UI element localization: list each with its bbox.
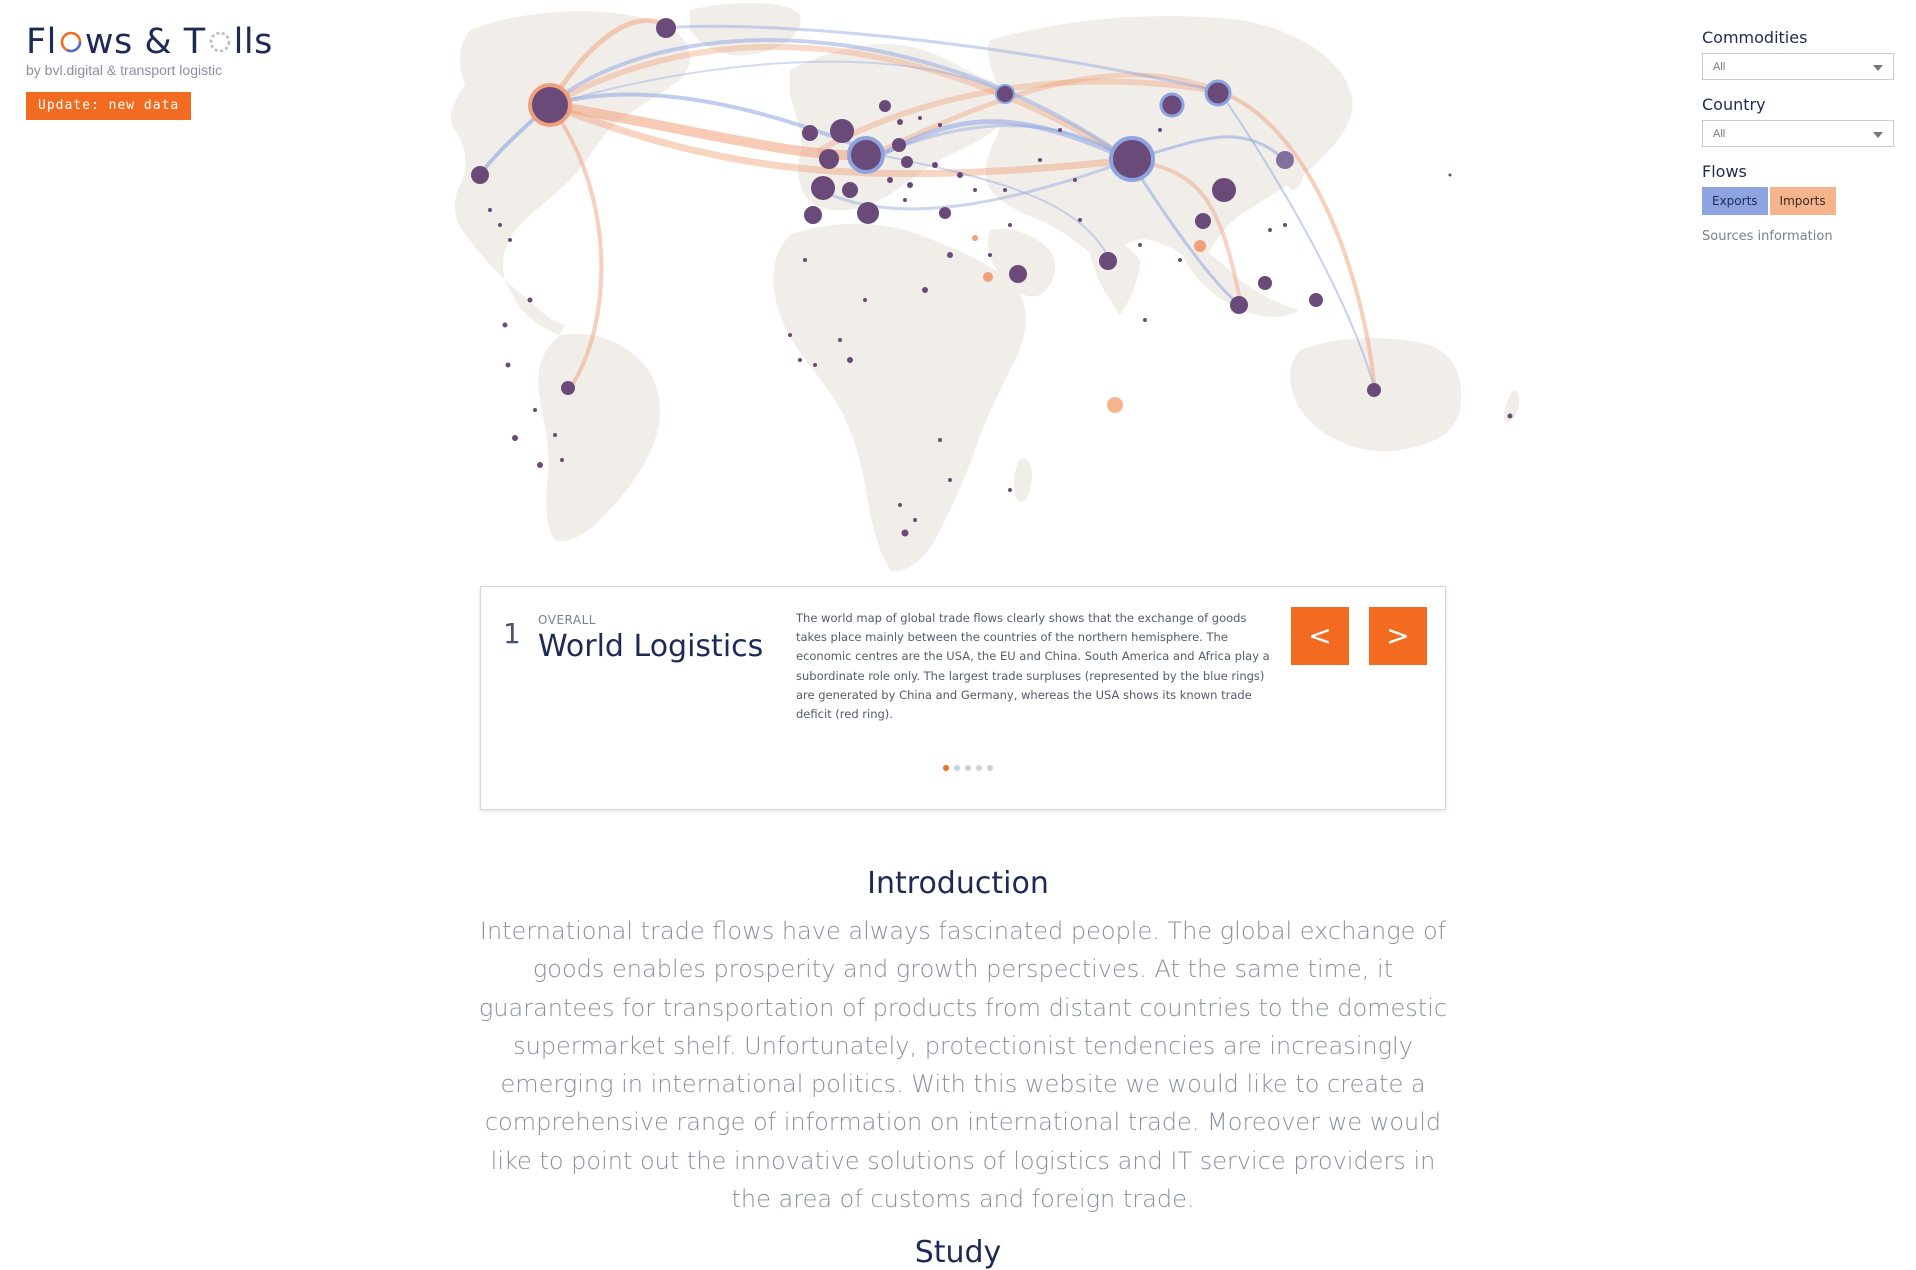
node-usa[interactable]: [530, 85, 570, 125]
commodities-label: Commodities: [1702, 28, 1808, 47]
node-mexico[interactable]: [471, 166, 489, 184]
node-netherlands[interactable]: [819, 149, 839, 169]
commodities-value: All: [1713, 61, 1726, 73]
slide-dot[interactable]: [965, 765, 971, 771]
introduction-heading: Introduction: [867, 866, 1049, 901]
node-israel[interactable]: [892, 138, 906, 152]
node-saudi[interactable]: [901, 156, 913, 168]
exports-button[interactable]: Exports: [1702, 187, 1768, 215]
node-spain[interactable]: [804, 206, 822, 224]
slide-title: World Logistics: [538, 629, 764, 664]
node-uae[interactable]: [1009, 265, 1027, 283]
node-canada[interactable]: [656, 18, 676, 38]
filter-panel: [1702, 28, 1902, 244]
flows-label: Flows: [1702, 162, 1747, 181]
land-south-america: [538, 334, 660, 542]
country-value: All: [1713, 128, 1726, 140]
slide-dot[interactable]: [954, 765, 960, 771]
slide-number: 1: [503, 617, 521, 650]
node-small: [983, 272, 993, 282]
previous-slide-button[interactable]: <: [1291, 607, 1349, 665]
node-png[interactable]: [1309, 293, 1323, 307]
node-poland[interactable]: [842, 182, 858, 198]
next-slide-button[interactable]: >: [1369, 607, 1427, 665]
node-france[interactable]: [811, 176, 835, 200]
node-kazakhstan[interactable]: [996, 85, 1014, 103]
node-hongkong[interactable]: [1212, 178, 1236, 202]
country-label: Country: [1702, 95, 1766, 114]
update-new-data-button[interactable]: Update: new data: [26, 92, 191, 120]
node-italy[interactable]: [857, 202, 879, 224]
node-korea[interactable]: [1161, 94, 1183, 116]
land-india: [1089, 239, 1140, 315]
chevron-down-icon: [1873, 65, 1883, 71]
study-heading: Study: [914, 1235, 1002, 1270]
chevron-down-icon: [1873, 132, 1883, 138]
node-china[interactable]: [1111, 138, 1153, 180]
node-sweden[interactable]: [879, 100, 891, 112]
country-select[interactable]: [1702, 120, 1894, 147]
commodities-select[interactable]: [1702, 53, 1894, 80]
node-japan[interactable]: [1276, 151, 1294, 169]
sources-information-link[interactable]: Sources information: [1702, 229, 1833, 244]
node-turkey[interactable]: [939, 207, 951, 219]
node-small: [1107, 397, 1123, 413]
dotted-o-icon: [207, 24, 233, 50]
slide-dots: [943, 765, 993, 771]
node-brazil[interactable]: [561, 381, 575, 395]
node-vietnam[interactable]: [1195, 213, 1211, 229]
slide-kicker: OVERALL: [538, 613, 596, 627]
world-trade-map[interactable]: [0, 0, 1916, 580]
node-norway[interactable]: [802, 125, 818, 141]
slide-dot[interactable]: [987, 765, 993, 771]
map-svg: [0, 0, 1916, 580]
land-north-america: [451, 11, 690, 280]
land-madagascar: [1014, 459, 1032, 502]
introduction-text: International trade flows have always fascinated people. The global exchange of goods enables prosperity and growth perspectives. At the same time, it guarantees for transportation of products from distant countries to the domestic supermarket shelf. Unfortunately, protectionist tendencies are increasingly emerging in international politics. With this website we would like to create a comprehensive range of information on international trade. Moreover we would like to point out the innovative solutions of logistics and IT service providers in the area of customs and foreign trade.: [478, 917, 1448, 1214]
node-philippines[interactable]: [1258, 276, 1272, 290]
node-uk[interactable]: [830, 119, 854, 143]
ring-o-icon: [58, 24, 84, 50]
node-russia[interactable]: [1206, 81, 1230, 105]
node-indonesia[interactable]: [1230, 296, 1248, 314]
flow-toggle-group: [1702, 187, 1902, 215]
logo[interactable]: [26, 22, 273, 78]
node-australia[interactable]: [1367, 383, 1381, 397]
node-small: [1194, 240, 1206, 252]
node-germany[interactable]: [849, 138, 883, 172]
story-card: [480, 586, 1446, 810]
node-india[interactable]: [1099, 252, 1117, 270]
imports-button[interactable]: Imports: [1770, 187, 1836, 215]
node-small: [972, 235, 978, 241]
slide-description: The world map of global trade flows clearly shows that the exchange of goods takes place mainly between the countries of the northern hemisphere. The economic centres are the USA, the EU and China. South America and Africa play a subordinate role only. The largest trade surpluses (represented by the blue rings) are generated by China and Germany, whereas the USA shows its known trade deficit (red ring).: [796, 611, 1270, 722]
slide-dot[interactable]: [976, 765, 982, 771]
logo-subtitle: by bvl.digital & transport logistic: [26, 62, 223, 78]
land-central-america: [505, 280, 565, 335]
slide-dot[interactable]: [943, 765, 949, 771]
logo-title: Fl ws & T lls: [26, 22, 273, 62]
